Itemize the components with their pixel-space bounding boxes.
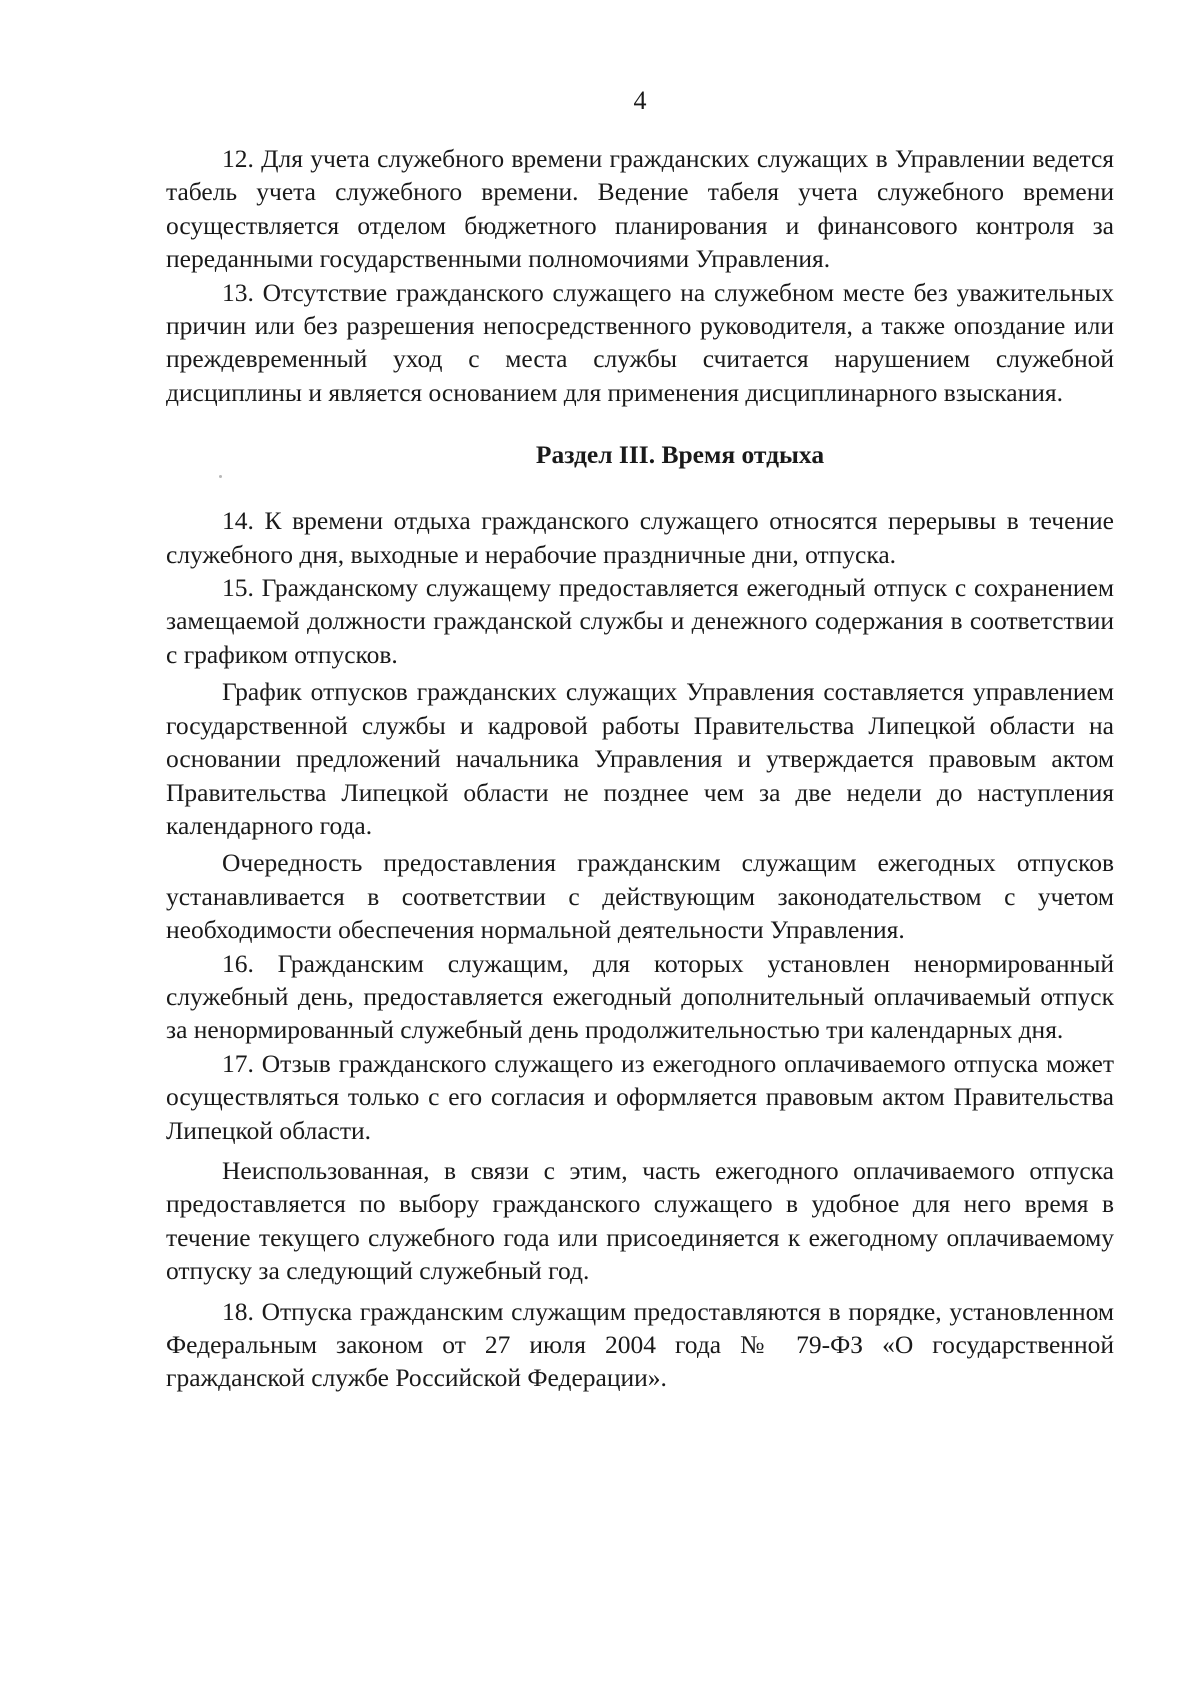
paragraph-14: 14. К времени отдыха гражданского служащего относятся перерывы в течение служебного дня, выходные и нерабочие праздничные дни, отпуска.: [166, 506, 1114, 569]
paragraph-12: 12. Для учета служебного времени гражданских служащих в Управлении ведется табель учета служебного времени. Ведение табеля учета служебного времени осуществляется отделом бюджетного планирования и финансового контроля за переданными государственными полномочиями Управления.: [166, 144, 1114, 274]
paragraph-15: 15. Гражданскому служащему предоставляется ежегодный отпуск с сохранением замещаемой должности гражданской службы и денежного содержания в соответствии с графиком отпусков.: [166, 573, 1114, 669]
paragraph-18: 18. Отпуска гражданским служащим предоставляются в порядке, установленном Федеральным законом от 27 июля 2004 года № 79-ФЗ «О государственной гражданской службе Российской Федерации».: [166, 1296, 1114, 1393]
paragraph-13: 13. Отсутствие гражданского служащего на служебном месте без уважительных причин или без разрешения непосредственного руководителя, а также опоздание или преждевременный уход с места службы считается нарушением служебной дисциплины и является основанием для применения дисциплинарного взыскания.: [166, 277, 1114, 407]
page-number: 4: [633, 86, 647, 115]
section-heading: Раздел III. Время отдыха: [535, 440, 825, 470]
paragraph-16: 16. Гражданским служащим, для которых установлен ненормированный служебный день, предоставляется ежегодный дополнительный оплачиваемый отпуск за ненормированный служебный день продолжительностью три календарных дня.: [166, 948, 1114, 1045]
paragraph-vacation-schedule: График отпусков гражданских служащих Управления составляется управлением государственной службы и кадровой работы Правительства Липецкой области на основании предложений начальника Управления и утверждается правовым актом Правительства Липецкой области не позднее чем за две недели до наступления календарного года.: [166, 677, 1114, 840]
paragraph-unused-vacation: Неиспользованная, в связи с этим, часть ежегодного оплачиваемого отпуска предоставляется по выбору гражданского служащего в удобное для него время в течение текущего служебного года или присоединяется к ежегодному оплачиваемому отпуску за следующий служебный год.: [166, 1155, 1114, 1286]
document-body: [166, 142, 1114, 1395]
paragraph-vacation-order: Очередность предоставления гражданским служащим ежегодных отпусков устанавливается в соответствии с действующим законодательством с учетом необходимости обеспечения нормальной деятельности Управления.: [166, 848, 1114, 945]
paragraph-17: 17. Отзыв гражданского служащего из ежегодного оплачиваемого отпуска может осуществляться только с его согласия и оформляется правовым актом Правительства Липецкой области.: [166, 1048, 1114, 1145]
